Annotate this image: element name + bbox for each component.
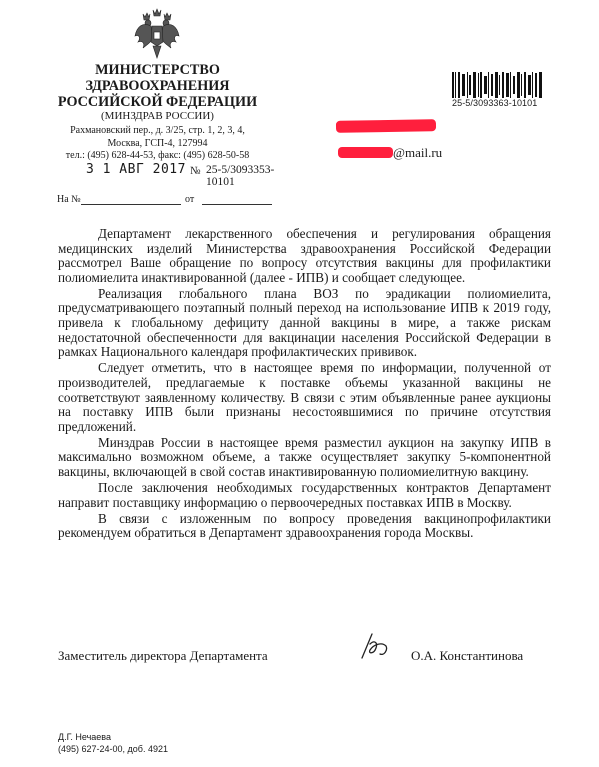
registration-number: 25-5/3093353-10101 (206, 164, 275, 188)
coat-of-arms-emblem (133, 8, 181, 60)
address-line3: тел.: (495) 628-44-53, факс: (495) 628-50-58 (65, 150, 250, 161)
ministry-name-line1: МИНИСТЕРСТВО (95, 62, 220, 78)
ministry-name-line3: РОССИЙСКОЙ ФЕДЕРАЦИИ (57, 94, 258, 110)
paragraph-6: В связи с изложенным по вопросу проведения вакцинопрофилактики рекомендуем обратиться в Департамент здравоохранения города Москвы. (58, 510, 551, 541)
email-domain: @mail.ru (393, 145, 443, 160)
handwritten-signature (358, 630, 392, 660)
reference-line (57, 194, 272, 208)
reference-label: На № (57, 194, 81, 205)
address-line2: Москва, ГСП-4, 127994 (107, 137, 208, 149)
paragraph-5: После заключения необходимых государственных контрактов Департамент направит поставщику информацию о первоочередных поставках ИПВ в Москву. (58, 480, 551, 510)
signatory-name: О.А. Константинова (411, 648, 524, 663)
ministry-header (40, 62, 275, 123)
ministry-name-line2: ЗДРАВООХРАНЕНИЯ (85, 78, 230, 94)
executor-info (58, 732, 168, 755)
letter-body (58, 227, 551, 542)
ministry-address (40, 125, 275, 163)
reference-date-underline (202, 204, 272, 205)
reference-underline (81, 204, 181, 205)
date-stamp: 3 1 АВГ 2017 (86, 162, 186, 177)
barcode (452, 72, 542, 98)
recipient-email (338, 145, 488, 163)
paragraph-1: Департамент лекарственного обеспечения и регулирования обращения медицинских изделий Министерства здравоохранения Российской Федерации рассмотрел Ваше обращение по вопросу отсутствия вакцины для профилактики полиомиелита инактивированной (далее - ИПВ) и сообщает следующее. (58, 226, 551, 285)
paragraph-3: Следует отметить, что в настоящее время по информации, полученной от производителей, предлагаемые к поставке объемы указанной вакцины не соответствуют заявленному количеству. В связи с этим объявленные ранее аукционы на поставку ИПВ были признаны несостоявшимися по причине отсутствия предложений. (58, 360, 551, 434)
redacted-email-user (338, 147, 393, 158)
redacted-recipient-name (336, 119, 436, 133)
executor-name: Д.Г. Нечаева (58, 732, 111, 742)
executor-phone: (495) 627-24-00, доб. 4921 (58, 743, 168, 754)
signatory-title: Заместитель директора Департамента (58, 648, 268, 663)
reference-date-label: от (185, 194, 195, 205)
address-line1: Рахмановский пер., д. 3/25, стр. 1, 2, 3, 4, (70, 125, 245, 136)
paragraph-2: Реализация глобального плана ВОЗ по эрадикации полиомиелита, предусматривающего поэтапный полный переход на использование ИПВ к 2019 году, привела к глобальному дефициту данной вакцины в мире, а также рискам недостаточной обеспеченности для вакцинации населения Российской Федерации в рамках Национального календаря профилактических прививок. (58, 285, 551, 360)
ministry-short-name: (МИНЗДРАВ РОССИИ) (101, 110, 214, 122)
barcode-number: 25-5/3093363-10101 (452, 98, 538, 108)
date-number-line (40, 162, 300, 188)
paragraph-4: Минздрав России в настоящее время разместил аукцион на закупку ИПВ в максимально возможном объеме, а также осуществляет закупку 5-компонентной вакцины, включающей в свой состав инактивированную полиомиелитную вакцину. (58, 434, 551, 479)
number-label: № (190, 165, 201, 177)
